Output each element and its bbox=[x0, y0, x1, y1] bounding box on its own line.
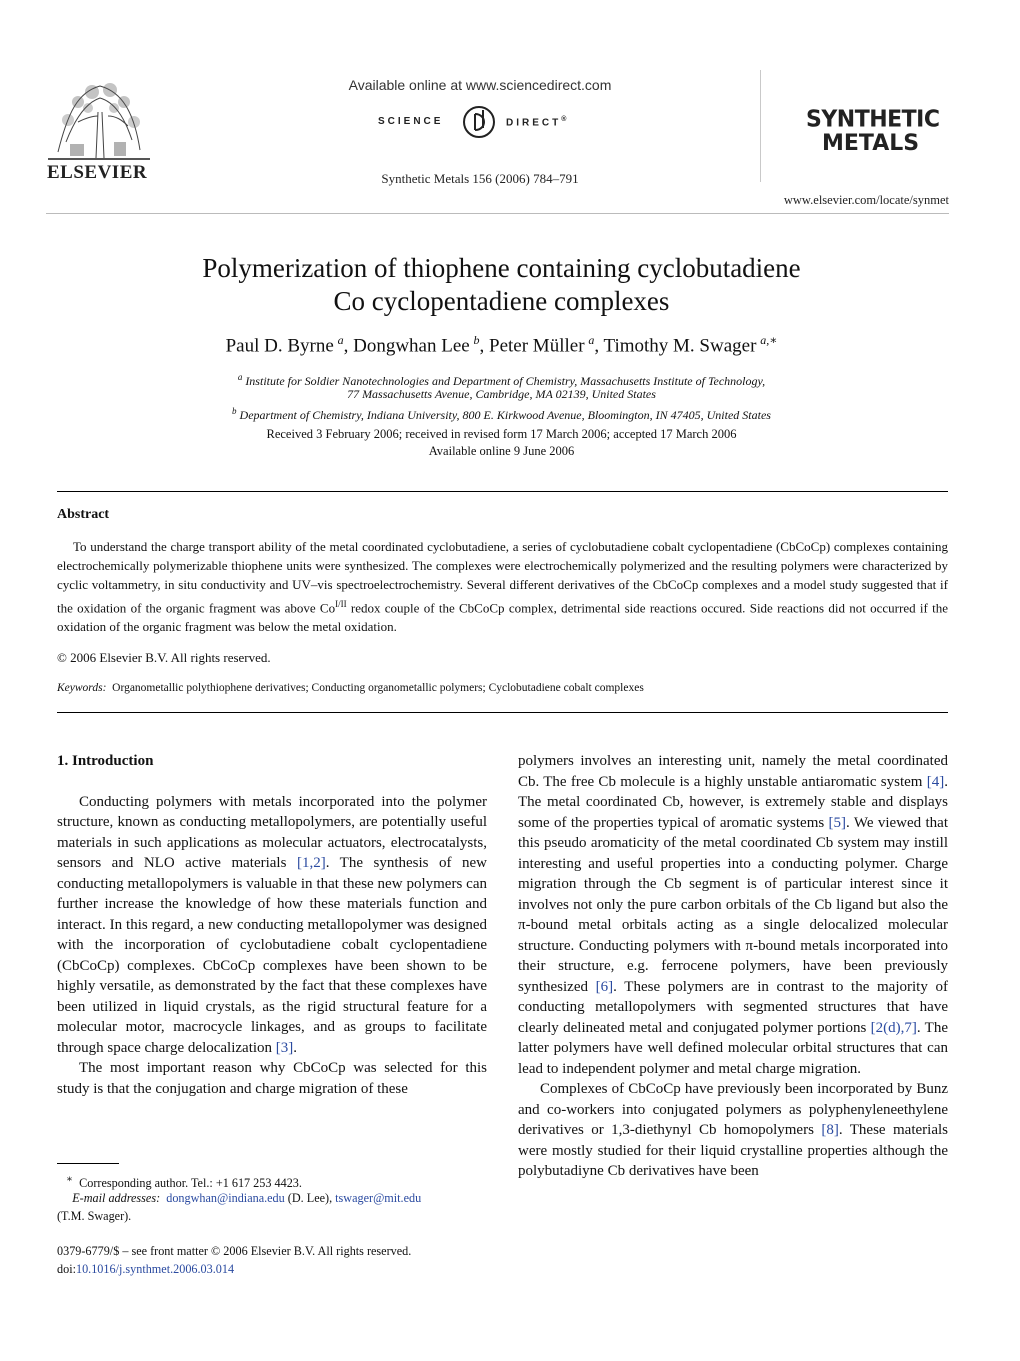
received-dates: Received 3 February 2006; received in revised form 17 March 2006; accepted 17 March 2006 bbox=[266, 427, 737, 441]
author-list: Paul D. Byrne $^a$, Dongwhan Lee $^b$, Peter Müller $^a$, Timothy M. Swager $^{a,∗}$ bbox=[225, 333, 778, 357]
author: Paul D. Byrne bbox=[225, 335, 334, 357]
abstract-bottom-rule bbox=[57, 712, 948, 713]
sciencedirect-d-icon bbox=[461, 104, 497, 140]
abstract-text: To understand the charge transport ability of the metal coordinated cyclobutadiene, a series of cyclobutadiene cobalt cyclopentadiene (CbCoCp) complexes containing electrochemically polymerizable thiophene units were synthesized. The complexes were electrochemically polymerized and the resulting polymers were characterized by cyclic voltammetry, in situ conductivity and UV–vis spectroelectrochemistry. Several different derivatives of the CbCoCp complexes and a model study suggested that if the oxidation of the organic fragment was above $Co^{I/II}$ redox couple of the CbCoCp complex, detrimental side reactions occured. Side reactions did not occurred if the oxidation of the organic fragment was below the metal oxidation. bbox=[57, 539, 948, 635]
right-paragraph-1: polymers involves an interesting unit, namely the metal coordinated Cb. The free Cb molecule is a highly unstable antiaromatic system [4]. The metal coordinated Cb, however, is extremely stable and displays some of the properties typical of aromatic systems [5]. We viewed that this pseudo aromaticity of the metal coordinated Cb system may instill interesting and useful properties into a conducting polymer. Charge migration through the Cb segment is of particular interest since it involves not only the pure carbon orbitals of the Cb ligand but also the π-bound metal orbitals acting as a single delocalized molecular structure. Conducting polymers with π-bound metals incorporated into their structure, e.g. ferrocene polymers, have been previously synthesized [6]. These polymers are in contrast to the majority of conducting metallopolymers with segmented structures that have clearly delineated metal and conjugated polymer portions [2(d),7]. The latter polymers have well defined molecular orbital structures that can lead to independent polymer and metal charge migration. bbox=[518, 753, 948, 1077]
email-link[interactable]: tswager@mit.edu bbox=[335, 1191, 422, 1205]
author: Dongwhan Lee bbox=[353, 335, 470, 357]
article-title bbox=[100, 252, 903, 318]
email-link[interactable]: dongwhan@indiana.edu bbox=[166, 1191, 285, 1205]
citation-link[interactable]: [1,2] bbox=[296, 855, 326, 871]
journal-logo-line1: SYNTHETIC bbox=[806, 106, 940, 133]
doi-line: doi:10.1016/j.synthmet.2006.03.014 bbox=[57, 1262, 235, 1276]
title-line-2: Co cyclopentadiene complexes bbox=[333, 286, 670, 316]
affiliation-a: $^a$ Institute for Soldier Nanotechnologies and Department of Chemistry, Massachusetts Institute of Technology, bbox=[237, 372, 766, 388]
sciencedirect-logo bbox=[378, 104, 578, 144]
available-online-date: Available online 9 June 2006 bbox=[428, 444, 575, 458]
journal-logo-line2: METALS bbox=[822, 131, 920, 156]
author: Timothy M. Swager bbox=[603, 335, 757, 357]
affiliation-b: $^b$ Department of Chemistry, Indiana University, 800 E. Kirkwood Avenue, Bloomington, IN 47405, United States bbox=[232, 406, 771, 422]
sd-right-word: DIRECT® bbox=[506, 116, 567, 129]
synthetic-metals-logo bbox=[806, 108, 946, 156]
journal-url[interactable]: www.elsevier.com/locate/synmet bbox=[783, 193, 949, 207]
abstract-heading: Abstract bbox=[57, 507, 110, 522]
right-paragraph-2: Complexes of CbCoCp have previously been incorporated by Bunz and co-workers into conjugated polymers as polyphenyleneethylene derivatives or 1,3-diethynyl Cb homopolymers [8]. These materials were mostly studied for their liquid crystalline properties although the polybutadiyne Cb derivatives have been bbox=[518, 1081, 948, 1179]
section-heading-introduction: 1. Introduction bbox=[57, 753, 154, 769]
footnote-rule bbox=[57, 1163, 119, 1164]
citation-link[interactable]: [8] bbox=[821, 1122, 839, 1138]
email-name-swager: (T.M. Swager). bbox=[57, 1209, 132, 1223]
affiliation-a-address: 77 Massachusetts Avenue, Cambridge, MA 02139, United States bbox=[347, 387, 656, 401]
body-right-column bbox=[518, 751, 948, 1182]
title-line-1: Polymerization of thiophene containing cyclobutadiene bbox=[202, 253, 801, 283]
citation-link[interactable]: [4] bbox=[926, 773, 945, 790]
author: Peter Müller bbox=[489, 335, 585, 357]
abstract-top-rule bbox=[57, 491, 948, 492]
citation-link[interactable]: [6] bbox=[595, 978, 614, 995]
sd-left-word: SCIENCE bbox=[378, 116, 444, 127]
intro-paragraph-1: Conducting polymers with metals incorporated into the polymer structure, known as conducting metallopolymers, are potentially useful materials in such applications as molecular actuators, electrocatalysts, sensors and NLO active materials [1,2]. The synthesis of new conducting metallopolymers is valuable in that these new polymers can further increase the knowledge of how these materials function and interact. In this regard, a new conducting metallopolymer was designed with the incorporation of cyclobutadiene cobalt cyclopentadiene (CbCoCp) complexes. CbCoCp complexes have been shown to be highly versatile, as demonstrated by the fact that these complexes have been utilized in liquid crystals, as the rigid structural feature for a molecular motor, macrocycle linkages, and as groups to facilitate through space charge delocalization [3]. bbox=[57, 793, 487, 1056]
doi-link[interactable]: 10.1016/j.synthmet.2006.03.014 bbox=[75, 1262, 235, 1276]
abstract-copyright: © 2006 Elsevier B.V. All rights reserved. bbox=[57, 650, 271, 665]
issn-line: 0379-6779/$ – see front matter © 2006 Elsevier B.V. All rights reserved. bbox=[57, 1244, 412, 1258]
header-divider bbox=[46, 213, 949, 214]
citation-link[interactable]: [5] bbox=[828, 814, 847, 831]
body-left-column bbox=[57, 751, 487, 1099]
available-online-text: Available online at www.sciencedirect.com bbox=[348, 77, 612, 93]
keywords: Keywords: Organometallic polythiophene derivatives; Conducting organometallic polymers; Cyclobutadiene cobalt complexes bbox=[57, 682, 644, 694]
citation-link[interactable]: [3] bbox=[275, 1039, 294, 1056]
citation-link[interactable]: [2(d),7] bbox=[870, 1019, 917, 1036]
journal-citation: Synthetic Metals 156 (2006) 784–791 bbox=[381, 171, 579, 186]
intro-paragraph-2: The most important reason why CbCoCp was selected for this study is that the conjugation and charge migration of these bbox=[57, 1060, 487, 1097]
email-addresses: E-mail addresses: dongwhan@indiana.edu (D. Lee), tswager@mit.edu bbox=[72, 1191, 422, 1205]
corresponding-author-note: ∗ Corresponding author. Tel.: +1 617 253 4423. bbox=[66, 1174, 302, 1191]
publisher-name: ELSEVIER bbox=[47, 162, 148, 183]
